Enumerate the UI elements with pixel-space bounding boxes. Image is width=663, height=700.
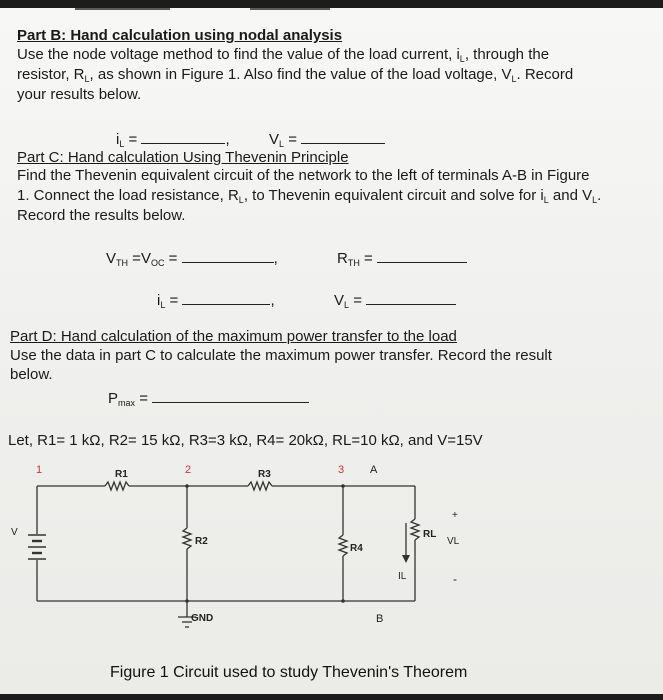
r4-resistor [339,535,347,556]
vl-plus-label: + [452,510,458,521]
part-c-vth-field[interactable]: $V_{TH} =V_{OC}$ = , [106,250,278,268]
r1-label: R1 [115,469,128,480]
vl-label: VL [447,536,460,547]
part-b-paragraph: your results below. [17,86,142,103]
node-dot [185,484,189,488]
node-dot [341,484,345,488]
terminal-a-label: A [370,464,378,476]
node-dot [341,599,345,603]
part-d-paragraph: Use the data in part C to calculate the maximum power transfer. Record the result [10,347,552,364]
node-1-label: 1 [36,464,43,476]
part-c-vl-field[interactable]: $V_L$ = [334,290,456,315]
rl-label: RL [423,529,437,540]
part-c-paragraph: 1. Connect the load resistance, $R_L$, to Thevenin equivalent circuit and solve for $i_L$ and $V_L$. [17,187,602,205]
part-c-title: Part C: Hand calculation Using Thevenin Principle [17,149,349,166]
gnd-label: GND [191,613,214,624]
part-c-paragraph: Record the results below. [17,207,186,224]
node-dot [185,599,189,603]
node-3-label: 3 [338,464,345,476]
r2-label: R2 [195,536,208,547]
part-d-paragraph: below. [10,366,53,383]
r3-resistor [248,482,272,490]
source-v-label: V [11,527,18,538]
part-b-il-field[interactable]: $i_L$ = , [116,131,230,149]
battery-icon [28,535,46,559]
part-b-vl-field[interactable]: $V_L$ = [269,129,385,154]
part-d-pmax-field[interactable]: $P_{max}$ = [108,388,309,413]
r1-resistor [105,482,129,490]
header-rule [75,8,170,10]
part-b-paragraph: Use the node voltage method to find the value of the load current, $i_L$, through the [17,46,550,64]
rl-resistor [411,519,419,540]
r3-label: R3 [258,469,271,480]
il-label: IL [398,571,407,582]
terminal-b-label: B [376,613,384,625]
part-b-title: Part B: Hand calculation using nodal analysis [17,27,343,44]
circuit-diagram [0,456,663,696]
r4-label: R4 [350,543,363,554]
vl-minus-label: - [453,572,457,586]
node-2-label: 2 [185,464,192,476]
worksheet-page [0,8,663,694]
r2-resistor [183,528,191,549]
part-d-title: Part D: Hand calculation of the maximum power transfer to the load [10,328,457,345]
current-arrow-icon [402,555,410,563]
part-c-rth-field[interactable]: $R_{TH}$ = [337,248,467,273]
part-c-il-field[interactable]: $i_L$ = , [157,292,275,310]
header-rule [250,8,330,10]
figure-caption: Figure 1 Circuit used to study Thevenin's Theorem [110,664,468,681]
part-c-paragraph: Find the Thevenin equivalent circuit of the network to the left of terminals A-B in Figure [17,167,590,184]
given-values: Let, R1= 1 kΩ, R2= 15 kΩ, R3=3 kΩ, R4= 20kΩ, RL=10 kΩ, and V=15V [8,432,483,449]
part-b-paragraph: resistor, $R_L$, as shown in Figure 1. Also find the value of the load voltage, $V_L$. Record [17,66,574,84]
